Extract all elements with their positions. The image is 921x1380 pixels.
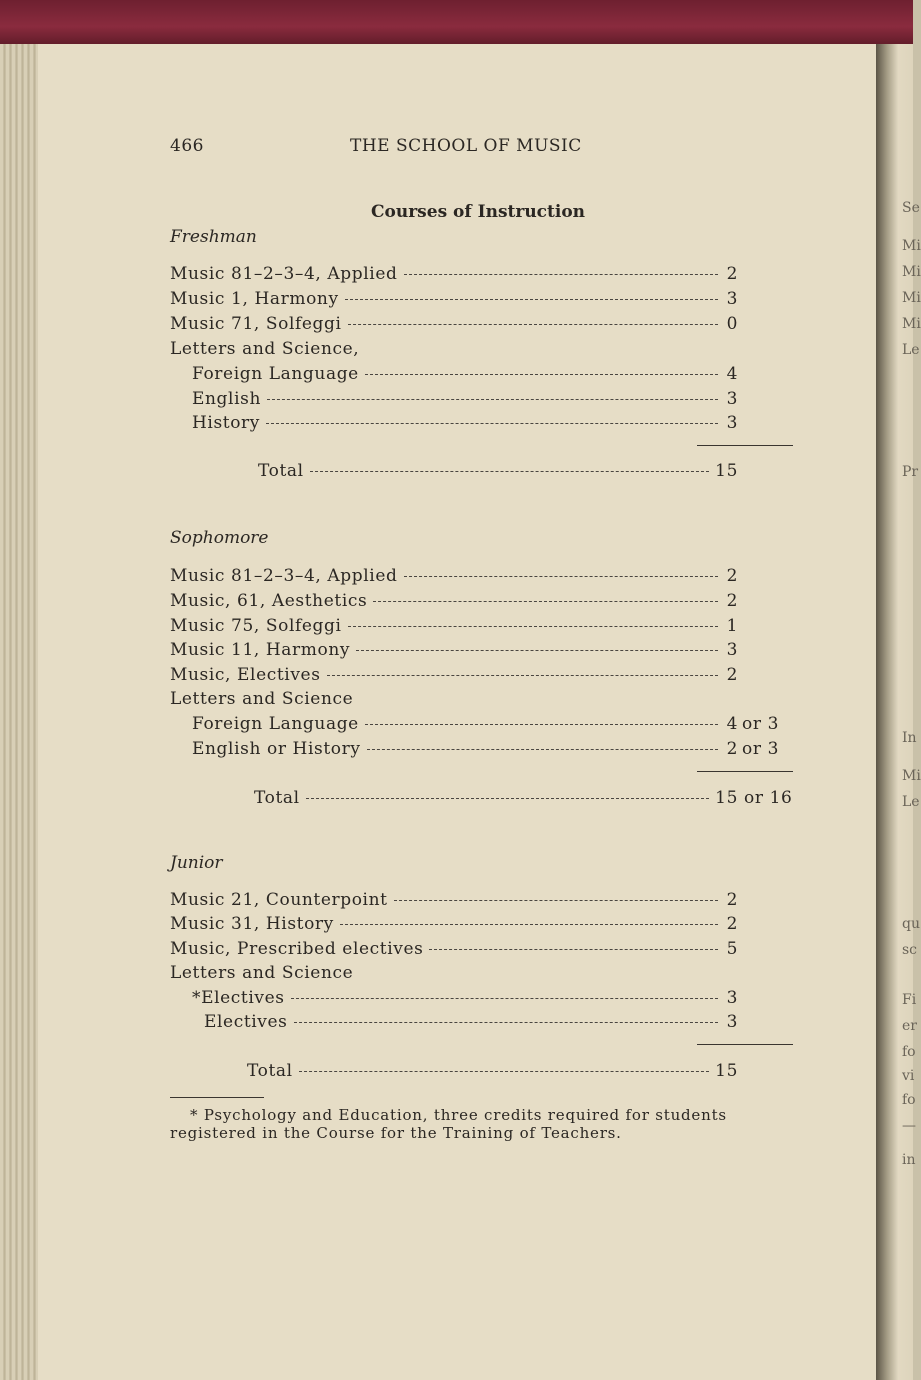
- total-row: [254, 788, 793, 812]
- dot-leader: [348, 324, 718, 325]
- course-label: Music, Prescribed electives: [170, 939, 424, 959]
- credit-value: 3: [726, 413, 738, 433]
- total-rule: [697, 771, 793, 772]
- footnote-rule: [170, 1097, 264, 1098]
- course-label: English: [192, 389, 261, 409]
- page-title: Courses of Instruction: [371, 202, 586, 222]
- credit-value: 0: [726, 314, 738, 334]
- page-number: 466: [170, 136, 204, 156]
- credit-alternative: or 3: [742, 714, 779, 734]
- total-value: 15: [715, 1061, 738, 1081]
- credit-value: 1: [726, 616, 738, 636]
- course-label: Music 75, Solfeggi: [170, 616, 342, 636]
- section-heading-junior: Junior: [170, 853, 223, 873]
- dot-leader: [327, 675, 718, 676]
- credit-value: 3: [726, 289, 738, 309]
- section-heading-freshman: Freshman: [170, 227, 257, 247]
- total-label: Total: [247, 1061, 293, 1081]
- course-label: Music 81–2–3–4, Applied: [170, 264, 398, 284]
- fragment: sc: [902, 942, 918, 958]
- total-alternative: or 16: [744, 788, 793, 808]
- course-row: [170, 689, 738, 713]
- total-row: [258, 461, 738, 485]
- credit-value: 4: [726, 714, 738, 734]
- course-row: [170, 939, 738, 963]
- credit-value: 3: [726, 1012, 738, 1032]
- total-label: Total: [258, 461, 304, 481]
- credit-value: 2: [726, 739, 738, 759]
- dot-leader: [267, 399, 718, 400]
- section-heading-sophomore: Sophomore: [170, 528, 269, 548]
- course-row: [170, 914, 738, 938]
- credit-value: 2: [726, 665, 738, 685]
- credit-value: 2: [726, 914, 738, 934]
- course-row: [170, 616, 738, 640]
- credit-value: 3: [726, 389, 738, 409]
- fragment: Pr: [902, 464, 919, 480]
- course-label: Music 31, History: [170, 914, 334, 934]
- fragment: Se: [902, 200, 920, 216]
- fragment: fo: [902, 1092, 916, 1108]
- dot-leader: [299, 1071, 709, 1072]
- dot-leader: [345, 299, 718, 300]
- course-row: [170, 289, 738, 313]
- course-row: [170, 314, 738, 338]
- course-row: [170, 665, 738, 689]
- page-edges: [0, 44, 42, 1380]
- course-label: Letters and Science: [170, 689, 354, 709]
- fragment: fo: [902, 1044, 916, 1060]
- dot-leader: [356, 650, 718, 651]
- dot-leader: [291, 998, 718, 999]
- dot-leader: [429, 949, 718, 950]
- dot-leader: [306, 798, 709, 799]
- course-label: Letters and Science,: [170, 339, 360, 359]
- book-binding: [0, 0, 913, 48]
- course-label: Music 71, Solfeggi: [170, 314, 342, 334]
- course-label: Foreign Language: [192, 714, 359, 734]
- fragment: Mi: [902, 316, 921, 332]
- course-row: [170, 339, 738, 363]
- fragment: In: [902, 730, 917, 746]
- course-label: Letters and Science: [170, 963, 354, 983]
- total-rule: [697, 445, 793, 446]
- course-row: [170, 1012, 738, 1036]
- course-label: Foreign Language: [192, 364, 359, 384]
- fragment: Mi: [902, 264, 921, 280]
- credit-alternative: or 3: [742, 739, 779, 759]
- total-value: 15: [715, 788, 738, 808]
- fragment: Mi: [902, 290, 921, 306]
- total-value: 15: [715, 461, 738, 481]
- dot-leader: [310, 471, 709, 472]
- credit-value: 2: [726, 566, 738, 586]
- course-row: [170, 714, 779, 738]
- course-label: Music 1, Harmony: [170, 289, 339, 309]
- course-label: *Electives: [192, 988, 285, 1008]
- dot-leader: [266, 423, 718, 424]
- credit-value: 3: [726, 988, 738, 1008]
- fragment: Le: [902, 794, 920, 810]
- course-label: Music, Electives: [170, 665, 321, 685]
- fragment: vi: [902, 1068, 915, 1084]
- course-row: [170, 988, 738, 1012]
- course-label: Music, 61, Aesthetics: [170, 591, 368, 611]
- course-row: [170, 890, 738, 914]
- credit-value: 2: [726, 591, 738, 611]
- fragment: Mi: [902, 238, 921, 254]
- course-row: [170, 389, 738, 413]
- course-label: History: [192, 413, 260, 433]
- total-rule: [697, 1044, 793, 1045]
- course-row: [170, 264, 738, 288]
- footnote-line-1: * Psychology and Education, three credits required for students: [190, 1106, 727, 1124]
- dot-leader: [394, 900, 718, 901]
- fragment: —: [902, 1118, 916, 1134]
- course-row: [170, 640, 738, 664]
- running-head: THE SCHOOL OF MUSIC: [350, 136, 582, 156]
- course-row: [170, 364, 738, 388]
- dot-leader: [365, 724, 718, 725]
- dot-leader: [365, 374, 718, 375]
- credit-value: 5: [726, 939, 738, 959]
- fragment: Mi: [902, 768, 921, 784]
- course-row: [170, 566, 738, 590]
- total-label: Total: [254, 788, 300, 808]
- course-label: Music 21, Counterpoint: [170, 890, 388, 910]
- course-row: [170, 591, 738, 615]
- dot-leader: [367, 749, 718, 750]
- course-label: Electives: [204, 1012, 288, 1032]
- total-row: [247, 1061, 738, 1085]
- credit-value: 4: [726, 364, 738, 384]
- course-label: English or History: [192, 739, 361, 759]
- dot-leader: [340, 924, 718, 925]
- dot-leader: [294, 1022, 719, 1023]
- dot-leader: [404, 576, 719, 577]
- course-row: [170, 413, 738, 437]
- course-label: Music 11, Harmony: [170, 640, 351, 660]
- dot-leader: [373, 601, 718, 602]
- fragment: Le: [902, 342, 920, 358]
- credit-value: 2: [726, 264, 738, 284]
- dot-leader: [348, 626, 718, 627]
- course-row: [170, 963, 738, 987]
- fragment: in: [902, 1152, 916, 1168]
- credit-value: 2: [726, 890, 738, 910]
- fragment: er: [902, 1018, 917, 1034]
- fragment: qu: [902, 916, 920, 932]
- credit-value: 3: [726, 640, 738, 660]
- fragment: Fi: [902, 992, 917, 1008]
- course-label: Music 81–2–3–4, Applied: [170, 566, 398, 586]
- footnote-line-2: registered in the Course for the Training of Teachers.: [170, 1124, 622, 1142]
- course-row: [170, 739, 779, 763]
- dot-leader: [404, 274, 719, 275]
